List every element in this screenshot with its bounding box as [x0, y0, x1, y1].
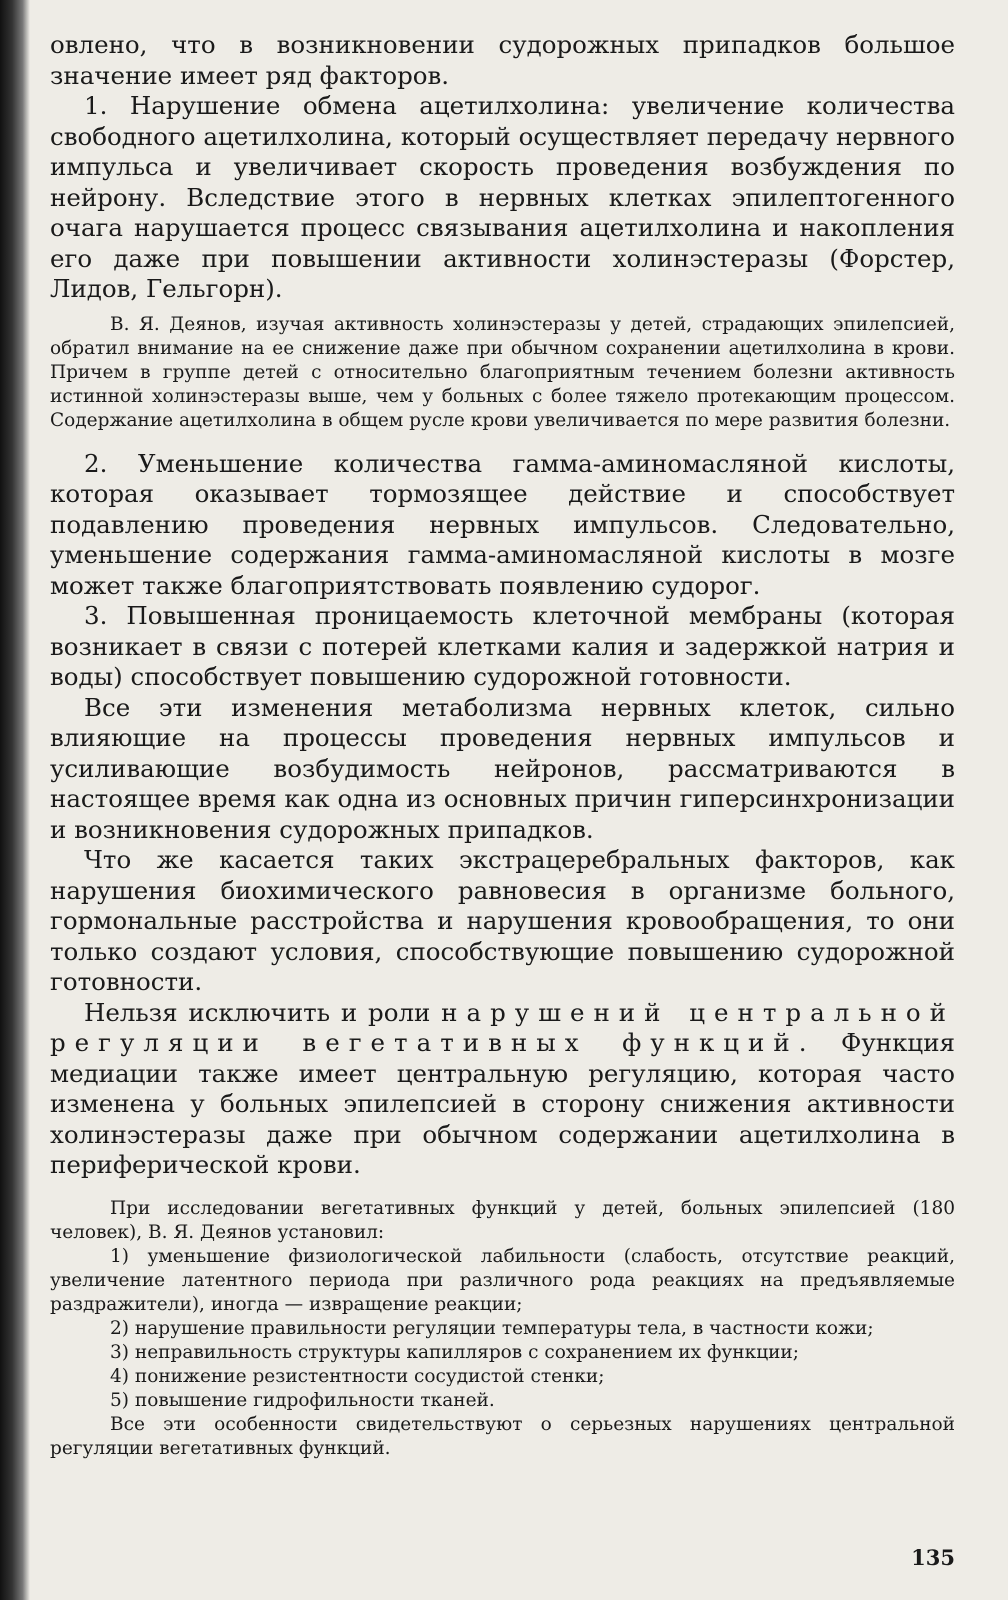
spaced-emphasis: нарушений центральной регуляции вегетативных функций.	[50, 997, 956, 1057]
paragraph-metabolism: Все эти изменения метаболизма нервных клеток, сильно влияющие на процессы проведения нервных импульсов и усиливающие возбудимость нейронов, рассматриваются в настоящее время как одна из основных причин гиперсинхронизации и возникновения судорожных припадков.	[50, 692, 955, 844]
note-deyanov-cholinesterase: В. Я. Деянов, изучая активность холинэстеразы у детей, страдающих эпилепсией, обратил внимание на ее снижение даже при обычном сохранении ацетилхолина в крови. Причем в группе детей с относительно благоприятным течением болезни активность истинной холинэстеразы выше, чем у больных с более тяжело протекающим процессом. Содержание ацетилхолина в общем русле крови увеличивается по мере развития болезни.	[50, 313, 955, 431]
list-item-5: 5) повышение гидрофильности тканей.	[110, 1389, 495, 1411]
list-item-1: 1) уменьшение физиологической лабильности (слабость, отсутствие реакций, увеличение латентного периода при различного рода реакциях на предъявляемые раздражители), иногда — извращение реакции;	[50, 1245, 955, 1315]
scan-shadow-edge	[0, 0, 30, 1600]
paragraph-central-regulation-start: Нельзя исключить и роли	[84, 997, 442, 1027]
paragraph-factor-3: 3. Повышенная проницаемость клеточной мембраны (которая возникает в связи с потерей клетками калия и задержкой натрия и воды) способствует повышению судорожной готовности.	[50, 601, 955, 691]
list-item-3: 3) неправильность структуры капилляров с сохранением их функции;	[110, 1341, 799, 1363]
paragraph-factor-1: 1. Нарушение обмена ацетилхолина: увеличение количества свободного ацетилхолина, который осуществляет передачу нервного импульса и увеличивает скорость проведения возбуждения по нейрону. Вследствие этого в нервных клетках эпилептогенного очага нарушается процесс связывания ацетилхолина и накопления его даже при повышении активности холинэстеразы (Форстер, Лидов, Гельгорн).	[50, 91, 955, 303]
list-item-4: 4) понижение резистентности сосудистой стенки;	[110, 1365, 605, 1387]
paragraph-factor-2: 2. Уменьшение количества гамма-аминомасляной кислоты, которая оказывает тормозящее действие и способствует подавлению проведения нервных импульсов. Следовательно, уменьшение содержания гамма-аминомасляной кислоты в мозге может также благоприятствовать появлению судорог.	[50, 448, 955, 600]
paragraph-central-regulation-end: Функция медиации также имеет центральную регуляцию, которая часто изменена у больных эпилепсией в сторону снижения активности холинэстеразы даже при обычном содержании ацетилхолина в периферической крови.	[50, 1028, 955, 1179]
note-conclusion: Все эти особенности свидетельствуют о серьезных нарушениях центральной регуляции вегетативных функций.	[50, 1413, 955, 1459]
page-number: 135	[911, 1545, 955, 1570]
paragraph-central-regulation	[50, 998, 955, 1181]
note-vegetative-study: При исследовании вегетативных функций у детей, больных эпилепсией (180 человек), В. Я. Деянов установил:	[50, 1197, 955, 1243]
paragraph-intro: овлено, что в возникновении судорожных припадков большое значение имеет ряд факторов.	[50, 30, 955, 90]
paragraph-extracerebral: Что же касается таких экстрацеребральных факторов, как нарушения биохимического равновесия в организме больного, гормональные расстройства и нарушения кровообращения, то они только создают условия, способствующие повышению судорожной готовности.	[50, 845, 955, 996]
list-item-2: 2) нарушение правильности регуляции температуры тела, в частности кожи;	[110, 1317, 874, 1339]
book-page	[50, 30, 955, 1570]
